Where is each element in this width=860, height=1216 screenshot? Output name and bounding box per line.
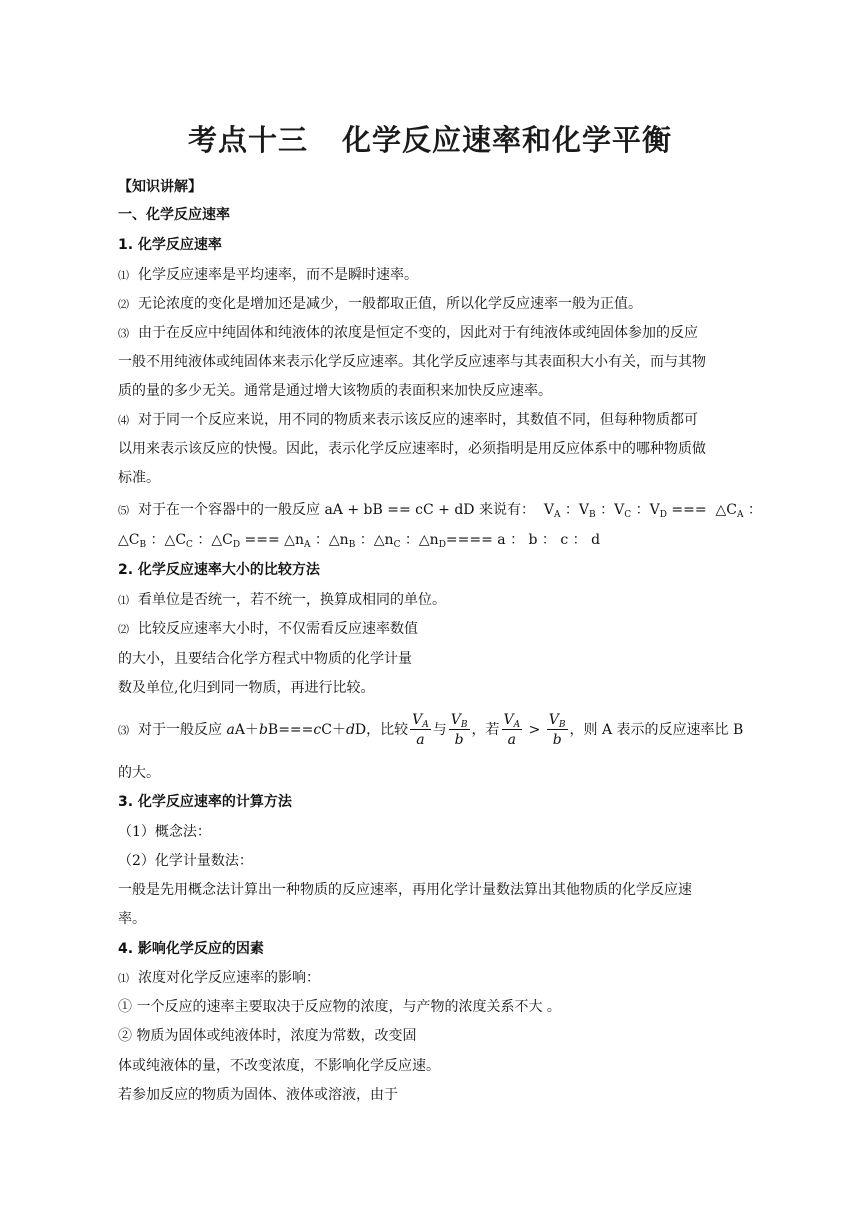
paragraph-line: （1）概念法：: [118, 824, 211, 840]
item-number: ⑶: [118, 327, 129, 340]
paragraph-item-4: [118, 411, 758, 430]
item-text: ，比较: [366, 722, 409, 738]
item-number: ⑶: [118, 724, 129, 737]
item-text: 对于一般反应: [138, 722, 222, 738]
item-number: ⑸: [118, 504, 129, 517]
item-text: 比较反应速率大小时，不仅需看反应速率数值: [138, 621, 418, 637]
item-text: 由于在反应中纯固体和纯液体的浓度是恒定不变的，因此对于有纯液体或纯固体参加的反应: [138, 325, 698, 341]
paragraph-line: 标准。: [118, 470, 160, 486]
item-text: ，则 A 表示的反应速率比 B: [569, 722, 744, 738]
paragraph-line: 一般不用纯液体或纯固体来表示化学反应速率。其化学反应速率与其表面积大小有关，而与其物: [118, 354, 706, 370]
paragraph-line: （2）化学计量数法：: [118, 853, 253, 869]
paragraph-line: 的大小，且要结合化学方程式中物质的化学计量: [118, 651, 412, 667]
fraction-va-over-a: $\frac{V_A}{a}$: [412, 711, 429, 748]
paragraph-item-6: [118, 591, 758, 610]
item-number: ⑴: [118, 594, 129, 607]
paragraph-item-2: [118, 295, 758, 314]
paragraph-line: 质的量的多少无关。通常是通过增大该物质的表面积来加快反应速率。: [118, 383, 552, 399]
paragraph-line: 数及单位,化归到同一物质，再进行比较。: [118, 680, 375, 696]
subheading-2: 2. 化学反应速率大小的比较方法: [118, 562, 320, 578]
paragraph-item-9: [118, 969, 758, 988]
paragraph-line: 率。: [118, 911, 146, 927]
rate-ratio-expression: $V_A$ ：$V_B$ ：$V_C$ ：$V_D$ === $\triangle C_A$ ：: [539, 502, 762, 520]
paragraph-item-5: [118, 501, 762, 520]
paragraph-line: ① 一个反应的速率主要取决于反应物的浓度，与产物的浓度关系不大 。: [118, 999, 561, 1015]
ratio-expression-line: $\triangle C_B$ ：$\triangle C_C$ ：$\triangle C_D$ === $\triangle n_A$ ：$\triangle n_B$ ：$\triangle n_C$ ：$\triangle n_D==== a$ ： b ： c ： d: [118, 532, 601, 550]
item-text: 无论浓度的变化是增加还是减少，一般都取正值，所以化学反应速率一般为正值。: [138, 296, 642, 312]
paragraph-line: 体或纯液体的量，不改变浓度，不影响化学反应速。: [118, 1058, 440, 1074]
title-part-2: 化学反应速率和化学平衡: [342, 123, 673, 157]
paragraph-item-3: [118, 324, 758, 343]
subheading-3: 3. 化学反应速率的计算方法: [118, 794, 292, 810]
paragraph-line: ② 物质为固体或纯液体时，浓度为常数，改变固: [118, 1028, 417, 1044]
section-label: 【知识讲解】: [118, 179, 202, 195]
fraction-vb-over-b: $\frac{V_B}{b}$: [548, 711, 566, 748]
item-number: ⑵: [118, 298, 129, 311]
title-part-1: 考点十三: [187, 123, 308, 157]
item-text: 化学反应速率是平均速率，而不是瞬时速率。: [138, 267, 418, 283]
item-text: 看单位是否统一，若不统一，换算成相同的单位。: [138, 592, 446, 608]
paragraph-line: 的大。: [118, 765, 160, 781]
subheading-4: 4. 影响化学反应的因素: [118, 941, 264, 957]
page-title: [0, 118, 860, 159]
item-text: 浓度对化学反应速率的影响：: [138, 970, 320, 986]
paragraph-item-8: ⑶ 对于一般反应 aA＋bB===cC＋dD，比较 $\frac{V_A}{a}$ 与 $\frac{V_B}{b}$ ，若 $\frac{V_A}{a}$ > $\frac{V_B}{b}$ ，则 A 表示的反应速率比 B: [118, 709, 758, 752]
item-text: 对于同一个反应来说，用不同的物质来表示该反应的速率时，其数值不同，但每种物质都可: [138, 412, 698, 428]
paragraph-line: 一般是先用概念法计算出一种物质的反应速率，再用化学计量数法算出其他物质的化学反应速: [118, 882, 692, 898]
item-text: 与: [432, 722, 447, 738]
item-number: ⑵: [118, 623, 129, 636]
item-number: ⑴: [118, 269, 129, 282]
paragraph-line: 以用来表示该反应的快慢。因此，表示化学反应速率时，必须指明是用反应体系中的哪种物质做: [118, 441, 706, 457]
item-text: 对于在一个容器中的一般反应 aA + bB == cC + dD 来说有：: [138, 502, 535, 518]
paragraph-item-1: [118, 266, 758, 285]
paragraph-item-7: [118, 620, 758, 639]
fraction-vb-over-b: $\frac{V_B}{b}$: [450, 711, 468, 748]
item-number: ⑴: [118, 972, 129, 985]
subheading-1: 1. 化学反应速率: [118, 237, 222, 253]
reaction-equation: aA＋bB===cC＋dD: [226, 722, 367, 738]
paragraph-line: 若参加反应的物质为固体、液体或溶液，由于: [118, 1087, 398, 1103]
item-number: ⑷: [118, 414, 129, 427]
item-text: ，若: [471, 722, 500, 738]
heading-1: 一、化学反应速率: [118, 207, 230, 223]
fraction-va-over-a: $\frac{V_A}{a}$: [503, 711, 521, 748]
